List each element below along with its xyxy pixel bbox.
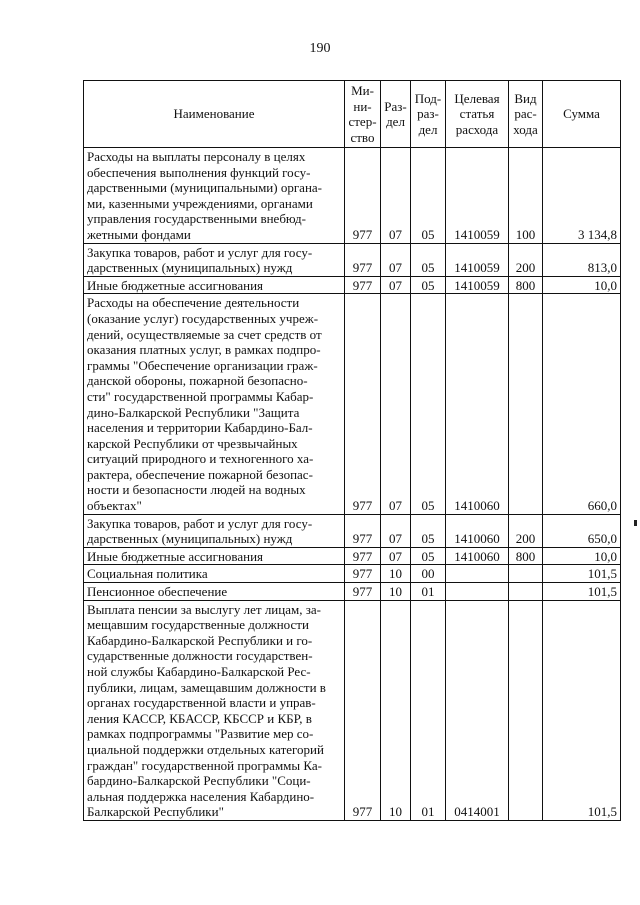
cell-expense-type: 800 bbox=[509, 547, 543, 565]
cell-name-line: публики, лицам, замещавшим должности в bbox=[87, 679, 326, 695]
cell-ministry: 977 bbox=[345, 583, 381, 601]
header-expense-type: Вид рас- хода bbox=[509, 81, 543, 148]
header-section: Раз- дел bbox=[381, 81, 411, 148]
table-row bbox=[84, 148, 621, 244]
cell-subsection: 01 bbox=[411, 583, 446, 601]
cell-subsection: 05 bbox=[411, 276, 446, 294]
cell-name-line: Расходы на выплаты персоналу в целях bbox=[87, 149, 306, 164]
cell-name bbox=[84, 243, 345, 276]
cell-sum: 101,5 bbox=[543, 565, 621, 583]
cell-name-line: (оказание услуг) государственных учреж- bbox=[87, 310, 319, 326]
budget-table bbox=[83, 80, 621, 821]
cell-ministry: 977 bbox=[345, 294, 381, 514]
cell-name-line: управления государственными внебюд- bbox=[87, 211, 306, 227]
cell-section: 10 bbox=[381, 565, 411, 583]
cell-name-line: рамках подпрограммы "Развитие мер со- bbox=[87, 726, 314, 742]
table-row bbox=[84, 276, 621, 294]
cell-expense-type: 800 bbox=[509, 276, 543, 294]
cell-name-line: органах государственной власти и управ- bbox=[87, 695, 316, 711]
cell-name-line: карской Республики от чрезвычайных bbox=[87, 435, 298, 451]
cell-ministry: 977 bbox=[345, 276, 381, 294]
cell-section: 07 bbox=[381, 276, 411, 294]
cell-section: 07 bbox=[381, 294, 411, 514]
cell-ministry: 977 bbox=[345, 243, 381, 276]
header-subsection: Под- раз- дел bbox=[411, 81, 446, 148]
cell-name bbox=[84, 294, 345, 514]
cell-expense-type: 200 bbox=[509, 514, 543, 547]
cell-section: 07 bbox=[381, 243, 411, 276]
cell-name bbox=[84, 276, 345, 294]
cell-name-line: ситуаций природного и техногенного ха- bbox=[87, 451, 314, 467]
cell-name-line: бардино-Балкарской Республики "Соци- bbox=[87, 773, 311, 789]
cell-section: 10 bbox=[381, 583, 411, 601]
cell-ministry: 977 bbox=[345, 547, 381, 565]
table-row bbox=[84, 565, 621, 583]
cell-name bbox=[84, 565, 345, 583]
cell-name bbox=[84, 547, 345, 565]
table-body bbox=[84, 148, 621, 821]
cell-ministry: 977 bbox=[345, 565, 381, 583]
cell-sum: 10,0 bbox=[543, 276, 621, 294]
cell-name-line: Закупка товаров, работ и услуг для госу- bbox=[87, 515, 313, 531]
cell-name-line: дарственных (муниципальных) нужд bbox=[87, 260, 293, 276]
cell-name-line: Выплата пенсии за выслугу лет лицам, за- bbox=[87, 601, 321, 617]
cell-subsection: 05 bbox=[411, 243, 446, 276]
cell-section: 07 bbox=[381, 148, 411, 244]
cell-sum: 3 134,8 bbox=[543, 148, 621, 244]
cell-name-line: альная поддержка населения Кабардино- bbox=[87, 788, 315, 804]
cell-subsection: 05 bbox=[411, 514, 446, 547]
cell-section: 07 bbox=[381, 547, 411, 565]
cell-section: 10 bbox=[381, 600, 411, 820]
cell-name-line: данской обороны, пожарной безопасно- bbox=[87, 373, 308, 389]
cell-target-article: 1410059 bbox=[446, 243, 509, 276]
cell-name bbox=[84, 514, 345, 547]
header-name: Наименование bbox=[84, 81, 345, 148]
cell-name-line: Пенсионное обеспечение bbox=[87, 584, 228, 600]
cell-ministry: 977 bbox=[345, 600, 381, 820]
cell-expense-type bbox=[509, 294, 543, 514]
cell-name-line: оказания платных услуг, в рамках подпро- bbox=[87, 342, 321, 358]
table-row bbox=[84, 294, 621, 514]
cell-sum: 101,5 bbox=[543, 583, 621, 601]
cell-name-line: дений, осуществляемые за счет средств от bbox=[87, 326, 322, 342]
cell-name-line: объектах" bbox=[87, 498, 142, 514]
cell-sum: 813,0 bbox=[543, 243, 621, 276]
cell-target-article: 1410060 bbox=[446, 294, 509, 514]
cell-expense-type bbox=[509, 600, 543, 820]
cell-subsection: 00 bbox=[411, 565, 446, 583]
cell-target-article bbox=[446, 565, 509, 583]
table-row bbox=[84, 583, 621, 601]
header-target-article: Целевая статья расхода bbox=[446, 81, 509, 148]
cell-subsection: 05 bbox=[411, 547, 446, 565]
cell-target-article: 1410059 bbox=[446, 276, 509, 294]
scan-mark bbox=[634, 520, 637, 526]
cell-subsection: 05 bbox=[411, 148, 446, 244]
cell-target-article bbox=[446, 583, 509, 601]
cell-ministry: 977 bbox=[345, 514, 381, 547]
cell-subsection: 05 bbox=[411, 294, 446, 514]
cell-name-line: сударственные должности государствен- bbox=[87, 648, 313, 664]
cell-section: 07 bbox=[381, 514, 411, 547]
header-sum: Сумма bbox=[543, 81, 621, 148]
cell-name-line: рактера, обеспечение пожарной безопас- bbox=[87, 466, 313, 482]
cell-sum: 660,0 bbox=[543, 294, 621, 514]
cell-expense-type: 200 bbox=[509, 243, 543, 276]
cell-name bbox=[84, 148, 345, 244]
cell-target-article: 1410060 bbox=[446, 514, 509, 547]
page-number: 190 bbox=[309, 41, 331, 56]
cell-name-line: мещавшим государственные должности bbox=[87, 617, 309, 633]
cell-name-line: Расходы на обеспечение деятельности bbox=[87, 295, 300, 311]
cell-name-line: Балкарской Республики" bbox=[87, 804, 224, 820]
cell-name-line: жетными фондами bbox=[87, 226, 191, 242]
cell-name-line: сти" государственной программы Кабар- bbox=[87, 388, 314, 404]
cell-target-article: 1410059 bbox=[446, 148, 509, 244]
cell-name bbox=[84, 583, 345, 601]
cell-name-line: ления КАССР, КБАССР, КБССР и КБР, в bbox=[87, 710, 312, 726]
table-row bbox=[84, 547, 621, 565]
cell-sum: 650,0 bbox=[543, 514, 621, 547]
cell-name-line: обеспечения выполнения функций госу- bbox=[87, 164, 311, 180]
cell-name-line: граммы "Обеспечение организации граж- bbox=[87, 357, 318, 373]
cell-name-line: ности и безопасности людей на водных bbox=[87, 482, 306, 498]
header-ministry: Ми- ни- стер- ство bbox=[345, 81, 381, 148]
cell-name-line: дино-Балкарской Республики "Защита bbox=[87, 404, 300, 420]
cell-expense-type bbox=[509, 565, 543, 583]
cell-name-line: дарственных (муниципальных) нужд bbox=[87, 531, 293, 547]
cell-name-line: Закупка товаров, работ и услуг для госу- bbox=[87, 244, 313, 260]
cell-name-line: Иные бюджетные ассигнования bbox=[87, 548, 264, 564]
cell-name-line: ной службы Кабардино-Балкарской Рес- bbox=[87, 664, 311, 679]
table-row bbox=[84, 600, 621, 820]
cell-name bbox=[84, 600, 345, 820]
cell-sum: 101,5 bbox=[543, 600, 621, 820]
table-row bbox=[84, 514, 621, 547]
cell-name-line: Социальная политика bbox=[87, 566, 208, 582]
cell-subsection: 01 bbox=[411, 600, 446, 820]
cell-target-article: 0414001 bbox=[446, 600, 509, 820]
cell-name-line: граждан" государственной программы Ка- bbox=[87, 757, 322, 773]
cell-name-line: Иные бюджетные ассигнования bbox=[87, 277, 264, 293]
cell-name-line: дарственными (муниципальными) органа- bbox=[87, 180, 323, 196]
header-row bbox=[84, 81, 621, 148]
cell-name-line: населения и территории Кабардино-Бал- bbox=[87, 420, 313, 436]
cell-name-line: Кабардино-Балкарской Республики и го- bbox=[87, 632, 313, 648]
cell-expense-type: 100 bbox=[509, 148, 543, 244]
cell-target-article: 1410060 bbox=[446, 547, 509, 565]
cell-expense-type bbox=[509, 583, 543, 601]
table-row bbox=[84, 243, 621, 276]
cell-sum: 10,0 bbox=[543, 547, 621, 565]
cell-ministry: 977 bbox=[345, 148, 381, 244]
cell-name-line: циальной поддержки отдельных категорий bbox=[87, 741, 324, 757]
cell-name-line: ми, казенными учреждениями, органами bbox=[87, 195, 313, 211]
